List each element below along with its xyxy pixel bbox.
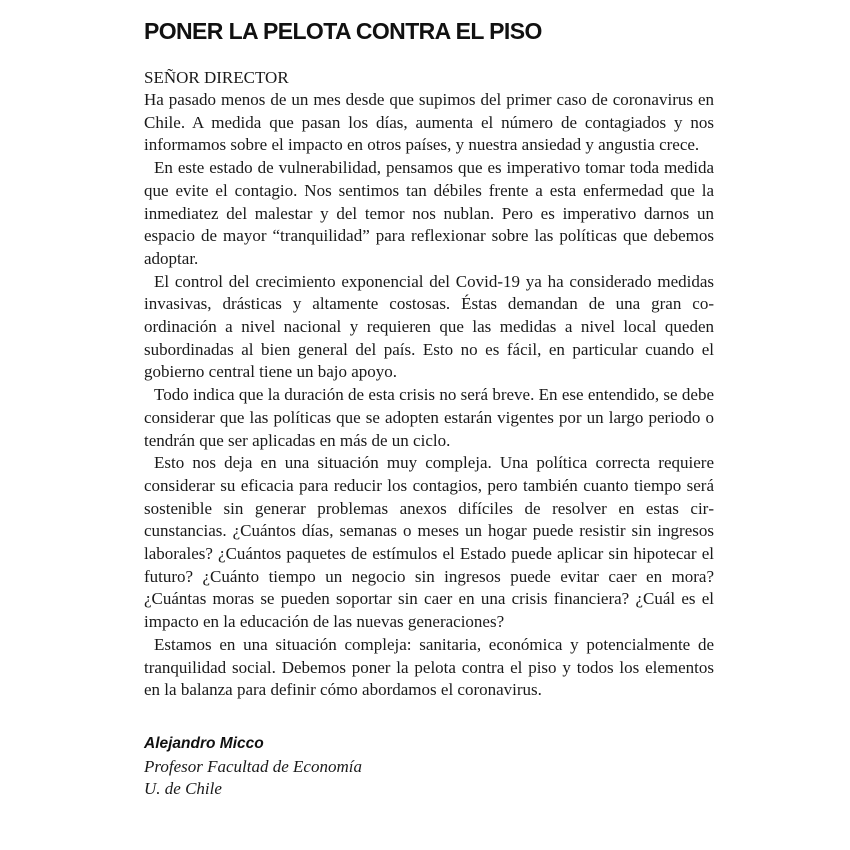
body-paragraph-6: Estamos en una situación compleja: sanitaria, económica y potencialmente de tranquilidad social. Debemos poner la pelota contra el piso y todos los elementos en la balanza para definir cómo abordamos el coronavirus.: [144, 634, 714, 700]
body-paragraph-4: Todo indica que la duración de esta crisis no será breve. En ese entendido, se debe considerar que las políticas que se adopten estarán vigentes por un largo periodo o tendrán que ser aplicadas en más de un ciclo.: [144, 385, 714, 450]
body-paragraph-3: El control del crecimiento exponencial del Covid-19 ya ha considerado medidas invasivas, drásticas y altamente costosas. Éstas demandan de una gran coordinación a nivel nacional y requieren que las medidas a nivel local queden subordinadas al bien general del país. Esto no es fácil, en particular cuando el gobierno central tiene un bajo apoyo.: [144, 271, 714, 382]
author-affiliation: U. de Chile: [144, 779, 222, 799]
letter-body: [144, 89, 714, 702]
author-title: Profesor Facultad de Economía: [144, 756, 362, 776]
letter-signature: [144, 733, 362, 801]
letter-salutation: SEÑOR DIRECTOR: [144, 68, 289, 87]
letter-headline: PONER LA PELOTA CONTRA EL PISO: [144, 18, 542, 44]
author-name: Alejandro Micco: [144, 735, 264, 752]
body-paragraph-5: Esto nos deja en una situación muy compleja. Una política correcta requiere considerar su eficacia para reducir los contagios, pero también cuanto tiempo será sostenible sin generar problemas anexos difíciles de resolver en estas circunstancias. ¿Cuántos días, semanas o meses un hogar puede resistir sin ingresos laborales? ¿Cuántos paquetes de estímulos el Estado puede aplicar sin hipotecar el futuro? ¿Cuánto tiempo un negocio sin ingresos puede evitar caer en mora? ¿Cuántas moras se pueden soportar sin caer en una crisis financiera? ¿Cuál es el impacto en la educación de las nuevas generaciones?: [144, 453, 714, 632]
body-paragraph-2: En este estado de vulnerabilidad, pensamos que es imperativo tomar toda medida que evite el contagio. Nos sentimos tan débiles frente a esta enfermedad que la inmediatez del malestar y del temor nos nublan. Pero es imperativo darnos un espacio de mayor “tranquilidad” para reflexionar sobre las políticas que debemos adoptar.: [144, 158, 714, 268]
body-paragraph-1: Ha pasado menos de un mes desde que supimos del primer caso de coronavirus en Chile. A medida que pasan los días, aumenta el número de contagiados y nos informamos sobre el impacto en otros países, y nuestra ansiedad y angustia crece.: [144, 90, 714, 155]
